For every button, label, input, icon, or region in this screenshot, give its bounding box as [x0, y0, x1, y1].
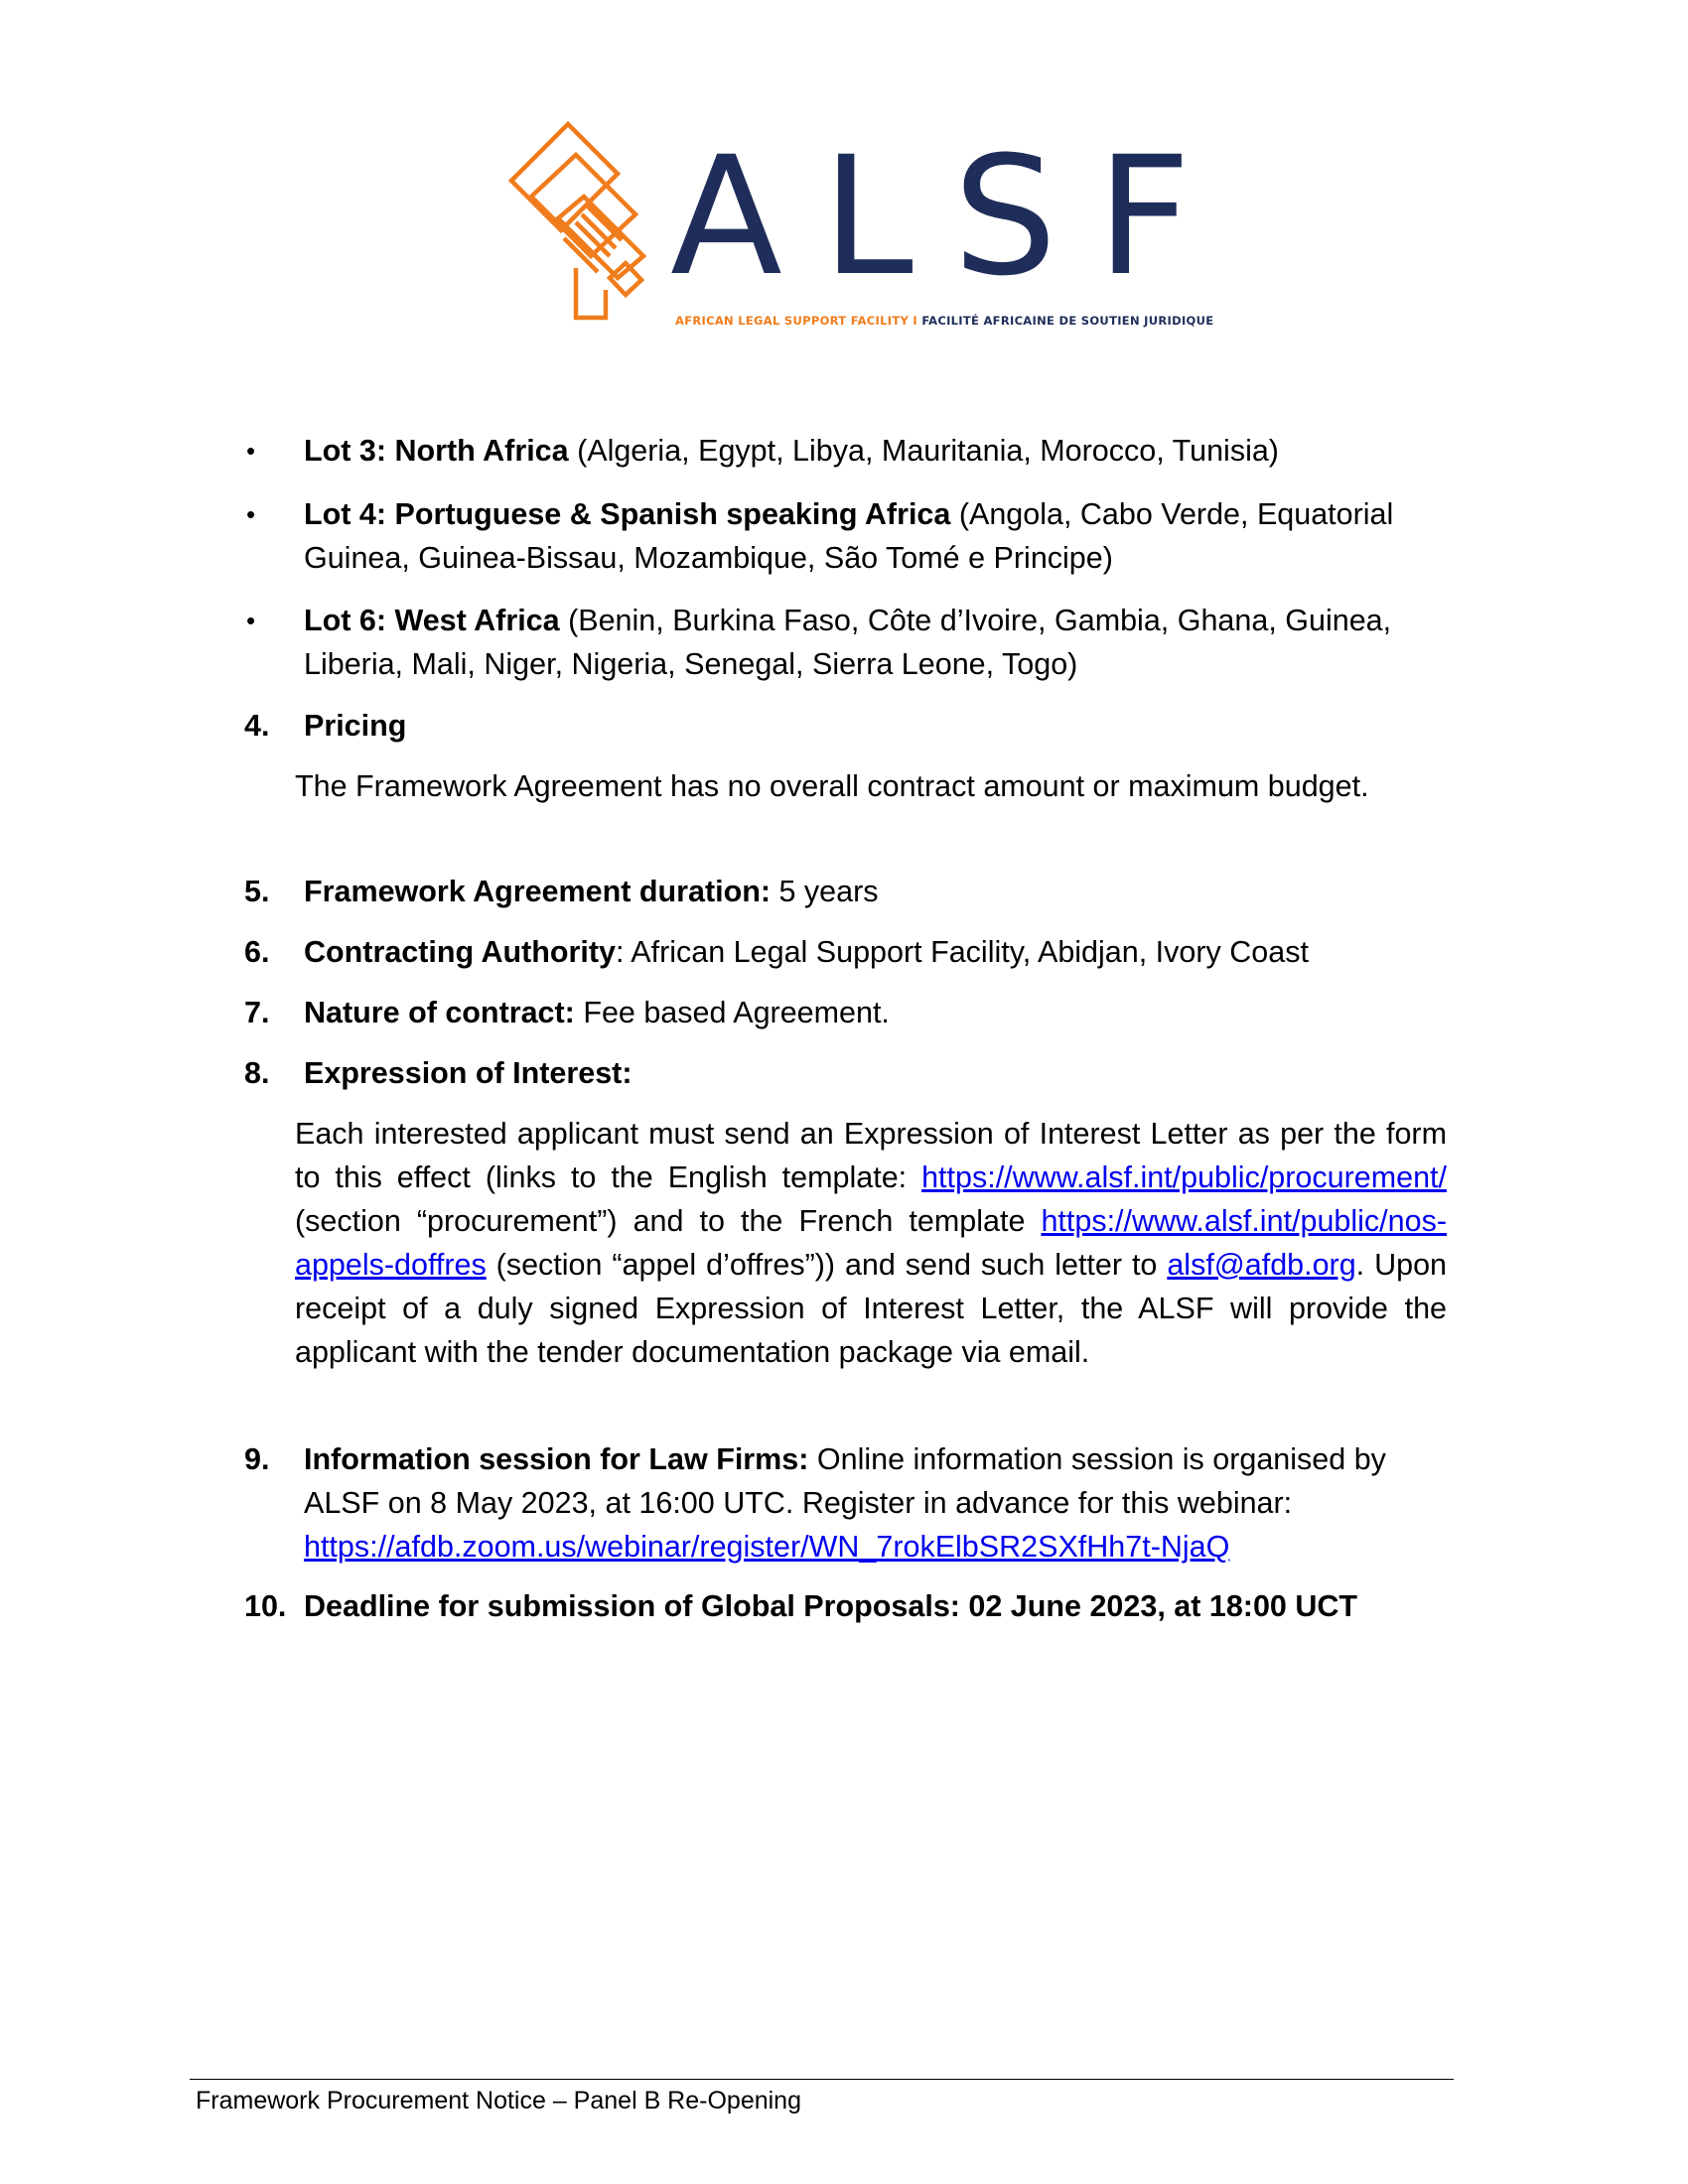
section-pricing-body: The Framework Agreement has no overall contract amount or maximum budget.	[295, 769, 1369, 803]
lot-title: Lot 4: Portuguese & Spanish speaking Africa	[304, 497, 951, 531]
logo-tagline-en: AFRICAN LEGAL SUPPORT FACILITY	[675, 314, 910, 328]
english-template-link[interactable]: https://www.alsf.int/public/procurement/	[921, 1160, 1447, 1194]
eoi-text-1: Each interested applicant must send an Expression of Interest Letter as per the form to this effect (links to the English template:	[295, 1117, 1447, 1194]
section-expression-of-interest-body	[295, 1112, 1447, 1374]
lot-countries-continued: Guinea, Guinea-Bissau, Mozambique, São Tomé e Principe)	[304, 541, 1113, 575]
lot-title: Lot 6: West Africa	[304, 604, 560, 637]
section-title: Nature of contract:	[304, 996, 575, 1029]
section-duration	[244, 870, 1505, 913]
section-number: 8.	[244, 1056, 270, 1090]
section-text: 5 years	[771, 875, 879, 908]
logo-tagline-fr: FACILITÉ AFRICAINE DE SOUTIEN JURIDIQUE	[921, 314, 1214, 328]
bullet-icon: •	[246, 436, 256, 466]
section-number: 5.	[244, 875, 270, 908]
section-text: Fee based Agreement.	[574, 996, 890, 1029]
alsf-logo	[506, 119, 1231, 338]
section-text: Online information session is organised by	[808, 1442, 1386, 1476]
section-information-session	[244, 1437, 1505, 1569]
eoi-text-4: . Upon receipt of a duly signed Expression of Interest Letter, the ALSF will provide the applicant with the tender documentation package via email.	[295, 1248, 1447, 1369]
section-text-continued: ALSF on 8 May 2023, at 16:00 UTC. Register in advance for this webinar:	[304, 1486, 1293, 1520]
document-stack-icon	[506, 119, 655, 323]
list-item-lot-3	[246, 429, 1505, 473]
section-title: Contracting Authority	[304, 935, 617, 969]
webinar-register-link[interactable]: https://afdb.zoom.us/webinar/register/WN_7rokElbSR2SXfHh7t-NjaQ	[304, 1530, 1230, 1564]
eoi-text-3: (section “appel d’offres”)) and send such letter to	[486, 1248, 1168, 1282]
list-item-lot-4	[246, 492, 1505, 580]
section-number: 7.	[244, 996, 270, 1029]
section-title: Deadline for submission of Global Proposals: 02 June 2023, at 18:00 UCT	[304, 1589, 1358, 1623]
section-number: 6.	[244, 935, 270, 969]
bullet-icon: •	[246, 606, 256, 635]
email-link[interactable]: alsf@afdb.org	[1167, 1248, 1356, 1282]
section-number: 10.	[244, 1589, 287, 1623]
section-contracting-authority	[244, 930, 1505, 974]
lot-countries: (Benin, Burkina Faso, Côte d’Ivoire, Gambia, Ghana, Guinea,	[559, 604, 1392, 637]
bullet-icon: •	[246, 499, 256, 529]
logo-wordmark: ALSF	[670, 121, 1231, 312]
section-number: 4.	[244, 709, 270, 743]
lot-countries: (Angola, Cabo Verde, Equatorial	[950, 497, 1394, 531]
section-title: Expression of Interest:	[304, 1056, 633, 1090]
logo-tagline	[675, 314, 1213, 328]
french-template-link[interactable]: https://www.alsf.int/public/nos-appels-doffres	[295, 1204, 1447, 1282]
logo-tagline-separator: I	[913, 314, 917, 328]
section-pricing-heading	[244, 704, 1505, 748]
eoi-text-2: (section “procurement”) and to the French template	[295, 1204, 1042, 1238]
section-title: Information session for Law Firms:	[304, 1442, 809, 1476]
footer-text: Framework Procurement Notice – Panel B Re-Opening	[196, 2087, 801, 2115]
section-title: Framework Agreement duration:	[304, 875, 772, 908]
section-number: 9.	[244, 1442, 270, 1476]
section-deadline	[244, 1584, 1505, 1628]
lot-countries-continued: Liberia, Mali, Niger, Nigeria, Senegal, Sierra Leone, Togo)	[304, 647, 1078, 681]
lot-title: Lot 3: North Africa	[304, 434, 569, 468]
section-nature-of-contract	[244, 991, 1505, 1034]
section-expression-of-interest-heading	[244, 1051, 1505, 1095]
footer-divider	[190, 2079, 1454, 2080]
section-text: : African Legal Support Facility, Abidjan, Ivory Coast	[616, 935, 1309, 969]
lot-countries: (Algeria, Egypt, Libya, Mauritania, Morocco, Tunisia)	[568, 434, 1279, 468]
list-item-lot-6	[246, 599, 1505, 686]
section-title: Pricing	[304, 709, 407, 743]
